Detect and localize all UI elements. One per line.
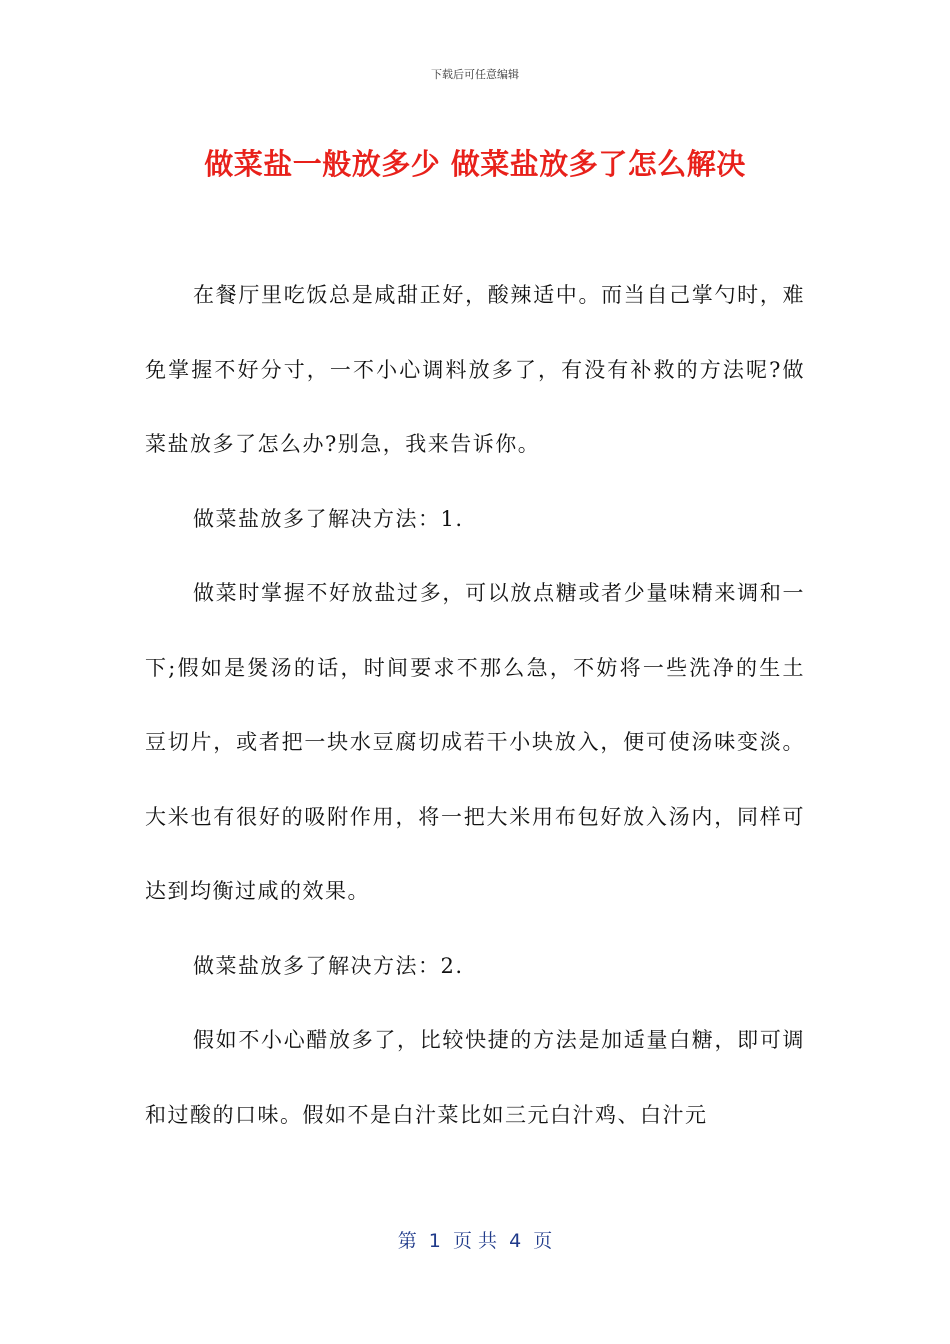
paragraph-method-1-heading: 做菜盐放多了解决方法：1. (193, 506, 464, 531)
page-number-footer: 第 1 页 共 4 页 (397, 1230, 553, 1252)
document-body (145, 258, 805, 1152)
paragraph-intro: 在餐厅里吃饭总是咸甜正好，酸辣适中。而当自己掌勺时，难免掌握不好分寸，一不小心调料放多了，有没有补救的方法呢?做菜盐放多了怎么办?别急，我来告诉你。 (145, 283, 805, 456)
page-title: 做菜盐一般放多少 做菜盐放多了怎么解决 (204, 147, 746, 181)
header-note: 下载后可任意编辑 (431, 68, 519, 81)
paragraph-method-1-body: 做菜时掌握不好放盐过多，可以放点糖或者少量味精来调和一下;假如是煲汤的话，时间要求不那么急，不妨将一些洗净的生土豆切片，或者把一块水豆腐切成若干小块放入，便可使汤味变淡。大米也有很好的吸附作用，将一把大米用布包好放入汤内，同样可达到均衡过咸的效果。 (145, 581, 805, 903)
paragraph-method-2-body: 假如不小心醋放多了，比较快捷的方法是加适量白糖，即可调和过酸的口味。假如不是白汁菜比如三元白汁鸡、白汁元 (145, 1028, 805, 1127)
paragraph-method-2-heading: 做菜盐放多了解决方法：2. (193, 953, 464, 978)
